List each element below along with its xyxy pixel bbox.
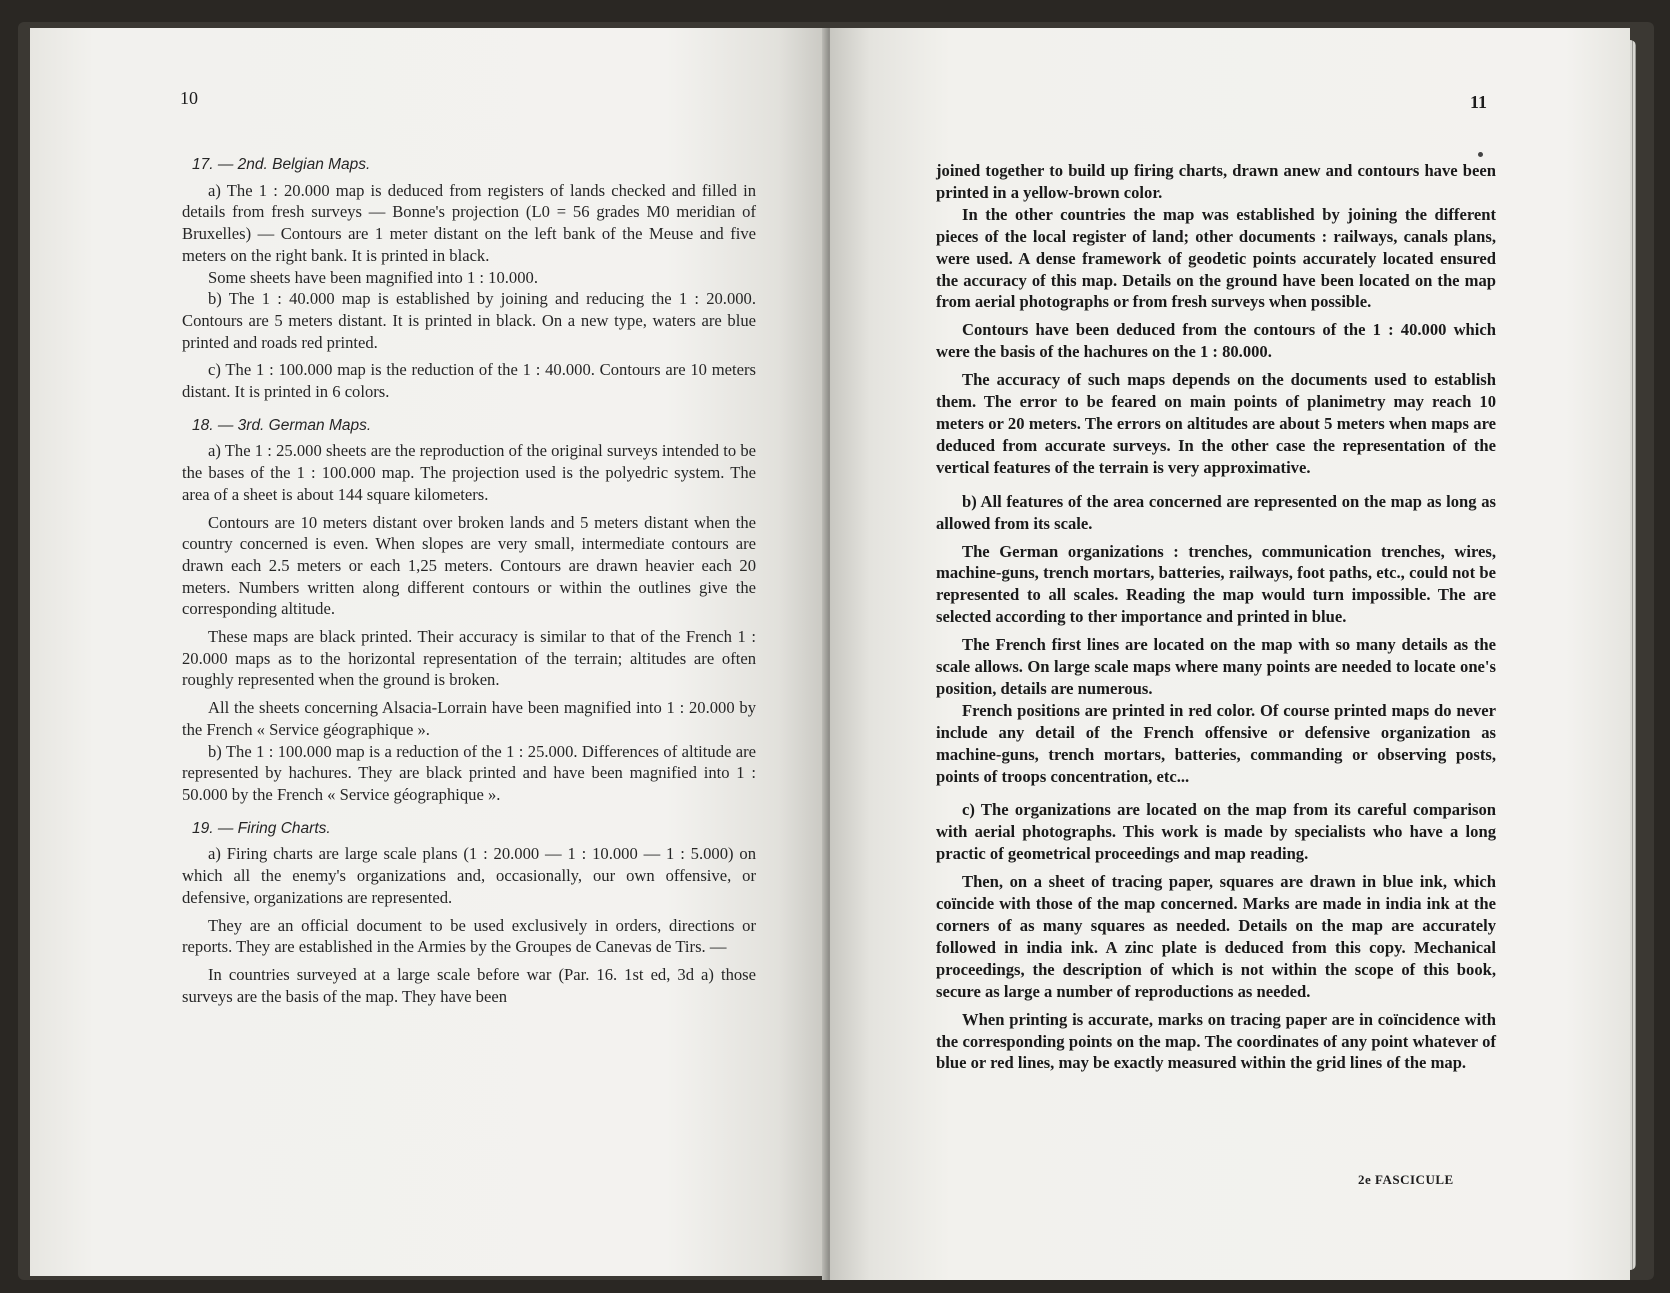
paragraph: Some sheets have been magnified into 1 : 10.000.	[208, 267, 538, 287]
right-page	[830, 28, 1630, 1280]
left-page-number: 10	[180, 88, 198, 108]
fascicule-signature: 2e FASCICULE	[1358, 1172, 1454, 1187]
right-page-text	[936, 160, 1496, 1074]
paragraph: When printing is accurate, marks on tracing paper are in coïncidence with the corresponding points on the map. The coordinates of any point whatever of blue or red lines, may be exactly measured within the grid lines of the map.	[936, 1009, 1496, 1073]
paragraph: b) The 1 : 100.000 map is a reduction of the 1 : 25.000. Differences of altitude are represented by hachures. They are black printed and have been magnified into 1 : 50.000 by the French « Service géographique ».	[182, 741, 756, 804]
paragraph: The French first lines are located on the map with so many details as the scale allows. On large scale maps where many points are needed to locate one's position, details are numerous.	[936, 635, 1496, 698]
paragraph: The accuracy of such maps depends on the documents used to establish them. The error to be feared on main points of planimetry may reach 10 meters or 20 meters. The errors on altitudes are about 5 meters when maps are deduced from accurate surveys. In the other case the representation of the vertical features of the terrain is very approximative.	[936, 370, 1496, 477]
paragraph: c) The 1 : 100.000 map is the reduction of the 1 : 40.000. Contours are 10 meters distant. It is printed in 6 colors.	[182, 360, 756, 402]
section-heading-19: 19. — Firing Charts.	[192, 819, 331, 837]
section-heading-17: 17. — 2nd. Belgian Maps.	[192, 156, 371, 173]
section-heading-18: 18. — 3rd. German Maps.	[192, 416, 372, 434]
paper-speck	[1478, 152, 1483, 157]
paragraph: joined together to build up firing charts, drawn anew and contours have been printed in a yellow-brown color.	[936, 161, 1496, 202]
paragraph: The German organizations : trenches, communication trenches, wires, machine-guns, trench mortars, batteries, railways, foot paths, etc., could not be represented to all scales. Reading the map would turn impossible. The are selected according to ther importance and printed in blue.	[936, 541, 1496, 627]
paragraph: Contours have been deduced from the contours of the 1 : 40.000 which were the basis of the hachures on the 1 : 80.000.	[936, 320, 1496, 362]
paragraph: In countries surveyed at a large scale before war (Par. 16. 1st ed, 3d a) those surveys are the basis of the map. They have been	[182, 964, 756, 1006]
left-page	[30, 28, 826, 1276]
paragraph: a) The 1 : 25.000 sheets are the reproduction of the original surveys intended to be the bases of the 1 : 100.000 map. The projection used is the polyedric system. The area of a sheet is about 144 square kilometers.	[182, 441, 756, 504]
paragraph: Contours are 10 meters distant over broken lands and 5 meters distant when the country concerned is even. When slopes are very small, intermediate contours are drawn each 2.5 meters or each 1,25 meters. Contours are drawn heavier each 20 meters. Numbers written along different contours or within the outlines give the corresponding altitude.	[182, 512, 756, 619]
paragraph: Then, on a sheet of tracing paper, squares are drawn in blue ink, which coïncide with those of the map concerned. Marks are made in india ink at the corners of as many squares as needed. Details on the map are accurately followed in india ink. A zinc plate is deduced from this copy. Mechanical proceedings, the description of which is not within the scope of this book, secure as large a number of reproductions as needed.	[936, 872, 1496, 1001]
paragraph: They are an official document to be used exclusively in orders, directions or reports. They are established in the Armies by the Groupes de Canevas de Tirs. —	[182, 915, 756, 957]
right-page-number: 11	[1470, 92, 1488, 112]
paragraph: These maps are black printed. Their accuracy is similar to that of the French 1 : 20.000 maps as to the horizontal representation of the terrain; altitudes are often roughly represented when the ground is broken.	[182, 627, 756, 690]
paragraph: b) All features of the area concerned are represented on the map as long as allowed from its scale.	[936, 491, 1496, 533]
paragraph: All the sheets concerning Alsacia-Lorrain have been magnified into 1 : 20.000 by the French « Service géographique ».	[182, 698, 756, 739]
paragraph: In the other countries the map was established by joining the different pieces of the local register of land; other documents : railways, canals plans, were used. A dense framework of geodetic points accurately located ensured the accuracy of this map. Details on the ground have been located on the map from aerial photographs or from fresh surveys when possible.	[936, 204, 1496, 312]
paragraph: a) Firing charts are large scale plans (1 : 20.000 — 1 : 10.000 — 1 : 5.000) on which all the enemy's organizations and, occasionally, our own offensive, or defensive, organizations are represented.	[182, 844, 756, 907]
left-page-text	[182, 148, 756, 1007]
paragraph: b) The 1 : 40.000 map is established by joining and reducing the 1 : 20.000. Contours are 5 meters distant. It is printed in black. On a new type, waters are blue printed and roads red printed.	[182, 289, 756, 352]
paragraph: c) The organizations are located on the map from its careful comparison with aerial photographs. This work is made by specialists who have a long practic of geometrical proceedings and map reading.	[936, 800, 1496, 864]
paragraph: a) The 1 : 20.000 map is deduced from registers of lands checked and filled in details from fresh surveys — Bonne's projection (L0 = 56 grades M0 meridian of Bruxelles) — Contours are 1 meter distant on the left bank of the Meuse and five meters on the right bank. It is printed in black.	[182, 180, 756, 265]
paragraph: French positions are printed in red color. Of course printed maps do never include any detail of the French offensive or defensive organization as machine-guns, trench mortars, batteries, commanding or observing posts, points of troops concentration, etc...	[936, 700, 1496, 786]
